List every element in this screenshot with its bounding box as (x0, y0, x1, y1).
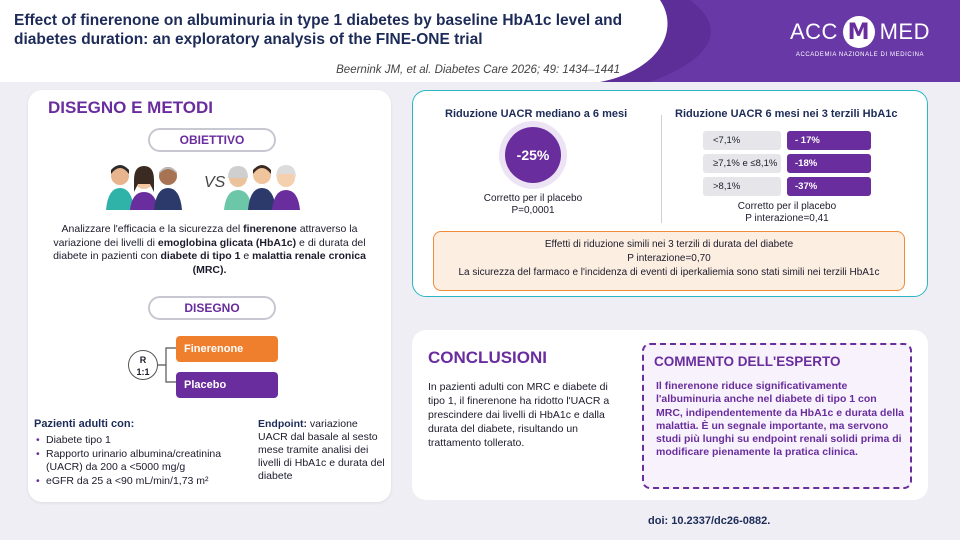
design-pill: DISEGNO (148, 296, 276, 320)
logo-text-left: ACC (790, 19, 838, 44)
objective-pill: OBIETTIVO (148, 128, 276, 152)
conclusions-text: In pazienti adulti con MRC e diabete di tipo 1, il finerenone ha ridotto l'UACR a prescindere dai livelli di HbA1c e dalla durata del diabete, risultando un trattamento tollerato. (428, 381, 610, 449)
tertile-value: - 17% (787, 131, 871, 150)
accmed-logo (790, 16, 930, 66)
tertile-row (703, 154, 871, 173)
page-title: Effect of finerenone on albuminuria in type 1 diabetes by baseline HbA1c level and diabetes duration: an exploratory analysis of the FINE-ONE trial (14, 12, 623, 48)
vs-label: VS (204, 174, 226, 191)
citation: Beernink JM, et al. Diabetes Care 2026; 49: 1434–1441 (336, 64, 620, 76)
methods-panel (28, 90, 391, 502)
tertile-label: >8,1% (703, 177, 781, 196)
duration-summary-box (433, 231, 905, 291)
objective-text-part: attraverso la variazione dei livelli di (53, 223, 358, 249)
expert-title: COMMENTO DELL'ESPERTO (654, 354, 841, 369)
randomization-label: R (139, 355, 147, 365)
tertile-value: -37% (787, 177, 871, 196)
median-title: Riduzione UACR mediano a 6 mesi (445, 108, 628, 120)
logo-text-right: MED (879, 19, 930, 44)
logo-subtitle: ACCADEMIA NAZIONALE DI MEDICINA (795, 52, 925, 58)
results-panel (412, 90, 928, 297)
tertiles-note-line: Corretto per il placebo (737, 201, 837, 212)
arm-finerenone: Finerenone (176, 336, 278, 362)
endpoint-text (258, 418, 386, 483)
tertiles-note-pvalue: P interazione=0,41 (745, 213, 829, 224)
summary-line: La sicurezza del farmaco e l'incidenza di eventi di iperkaliemia sono stati simili nei terzili HbA1c (458, 267, 880, 278)
objective-text-part: e di durata del diabete in pazienti con (53, 236, 366, 262)
endpoint-description: variazione UACR dal basale al sesto mese tramite analisi dei livelli di HbA1c e durata del diabete (258, 418, 385, 482)
objective-text-bold: diabete di tipo 1 (160, 250, 241, 262)
results-divider (661, 115, 662, 223)
tertiles-note (707, 201, 867, 225)
list-item: • Diabete tipo 1 (34, 434, 252, 447)
median-note (453, 193, 613, 217)
methods-title: DISEGNO E METODI (48, 98, 213, 117)
summary-pvalue: P interazione=0,70 (627, 253, 711, 264)
tertile-row (703, 131, 871, 150)
tertile-row (703, 177, 871, 196)
patients-list (34, 434, 252, 489)
arm-placebo: Placebo (176, 372, 278, 398)
list-item: • Rapporto urinario albumina/creatinina (UACR) da 200 a <5000 mg/g (34, 448, 252, 474)
randomization-circle (128, 350, 158, 380)
objective-text (42, 223, 377, 277)
median-value-badge: -25% (505, 127, 561, 183)
doi-link[interactable]: doi: 10.2337/dc26-0882. (648, 515, 771, 527)
expert-comment-box (642, 343, 912, 489)
summary-line: Effetti di riduzione simili nei 3 terzili di durata del diabete (544, 239, 794, 250)
conclusions-panel (412, 330, 928, 500)
randomization-ratio: 1:1 (136, 367, 150, 377)
objective-text-bold: emoglobina glicata (HbA1c) (157, 236, 297, 249)
conclusions-title: CONCLUSIONI (428, 348, 547, 367)
tertile-label: <7,1% (703, 131, 781, 150)
objective-text-part: e (240, 250, 253, 262)
objective-text-bold: malattia renale cronica (MRC). (192, 250, 366, 276)
median-note-line: Corretto per il placebo (483, 193, 583, 204)
logo-mark-icon: M (843, 16, 875, 48)
objective-text-part: Analizzare l'efficacia e la sicurezza del (61, 223, 244, 235)
median-note-pvalue: P=0,0001 (511, 205, 555, 216)
list-item: • eGFR da 25 a <90 mL/min/1,73 m² (34, 475, 252, 488)
tertile-label: ≥7,1% e ≤8,1% (703, 154, 781, 173)
objective-text-bold: finerenone (243, 223, 297, 235)
patients-title: Pazienti adulti con: (34, 418, 135, 430)
endpoint-label: Endpoint: (258, 418, 307, 430)
header (0, 0, 960, 82)
expert-text: Il finerenone riduce significativamente l'albuminuria anche nel diabete di tipo 1 con MRC, indipendentemente da HbA1c e durata della malattia. È un segnale importante, ma servono studi più lunghi su endpoint renali solidi prima di modificare pienamente la pratica clinica. (656, 380, 904, 459)
tertile-value: -18% (787, 154, 871, 173)
tertiles-title: Riduzione UACR 6 mesi nei 3 terzili HbA1c (675, 108, 898, 120)
